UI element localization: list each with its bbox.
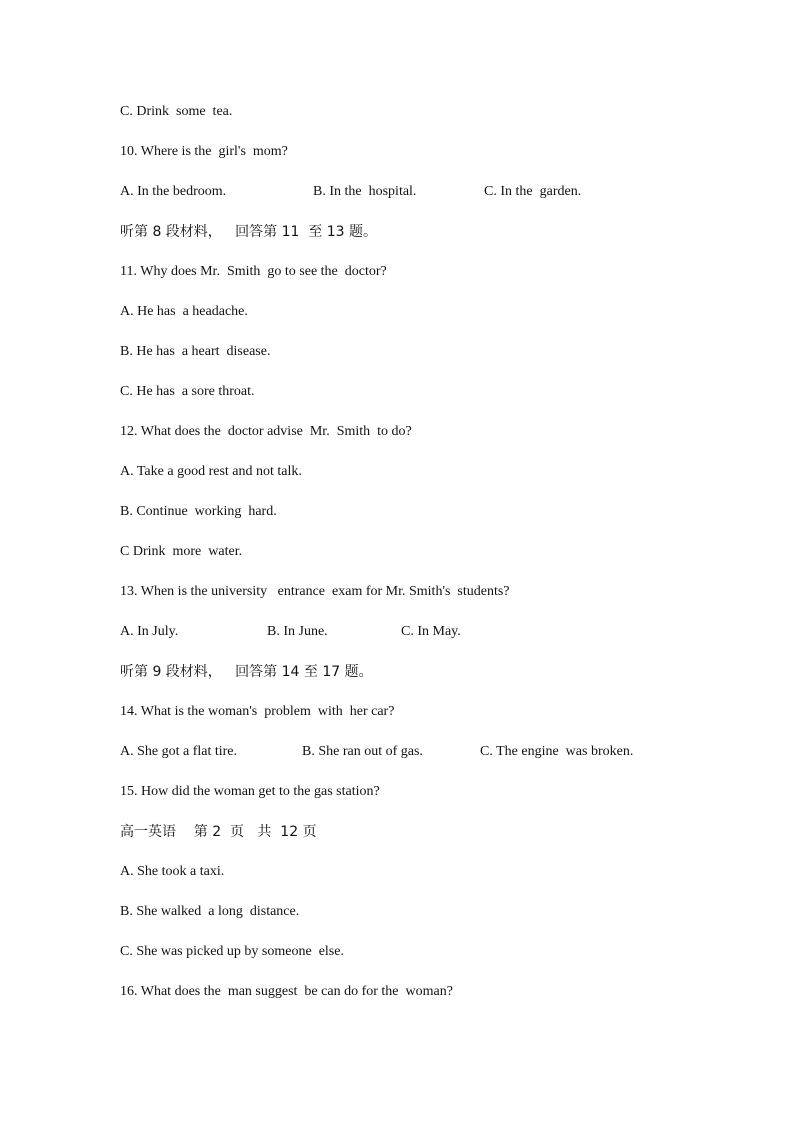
question-15: 15. How did the woman get to the gas station? — [120, 784, 380, 799]
q15-option-b: B. She walked a long distance. — [120, 904, 300, 919]
q15-option-a: A. She took a taxi. — [120, 864, 225, 879]
question-13: 13. When is the university entrance exam for Mr. Smith's students? — [120, 584, 510, 599]
question-11: 11. Why does Mr. Smith go to see the doctor? — [120, 264, 387, 279]
q12-option-c: C Drink more water. — [120, 544, 243, 559]
q13-option-b: B. In June. — [267, 624, 328, 639]
q10-option-a: A. In the bedroom. — [120, 184, 227, 199]
q13-option-a: A. In July. — [120, 624, 179, 639]
q10-option-b: B. In the hospital. — [313, 184, 417, 199]
question-10: 10. Where is the girl's mom? — [120, 144, 288, 159]
q14-option-c: C. The engine was broken. — [480, 744, 634, 759]
q9-option-c: C. Drink some tea. — [120, 104, 233, 119]
q13-option-c: C. In May. — [401, 624, 461, 639]
q14-option-b: B. She ran out of gas. — [302, 744, 423, 759]
q15-option-c: C. She was picked up by someone else. — [120, 944, 344, 959]
q10-option-c: C. In the garden. — [484, 184, 582, 199]
q14-option-a: A. She got a flat tire. — [120, 744, 238, 759]
q12-option-b: B. Continue working hard. — [120, 504, 277, 519]
q11-option-b: B. He has a heart disease. — [120, 344, 271, 359]
section-8-heading: 听第 8 段材料， 回答第 11 至 13 题。 — [120, 224, 378, 240]
q11-option-c: C. He has a sore throat. — [120, 384, 255, 399]
question-16: 16. What does the man suggest be can do for the woman? — [120, 984, 453, 999]
page-footer: 高一英语 第 2 页 共 12 页 — [120, 824, 317, 840]
question-14: 14. What is the woman's problem with her car? — [120, 704, 395, 719]
section-9-heading: 听第 9 段材料， 回答第 14 至 17 题。 — [120, 664, 373, 680]
q12-option-a: A. Take a good rest and not talk. — [120, 464, 302, 479]
q11-option-a: A. He has a headache. — [120, 304, 248, 319]
question-12: 12. What does the doctor advise Mr. Smith to do? — [120, 424, 412, 439]
